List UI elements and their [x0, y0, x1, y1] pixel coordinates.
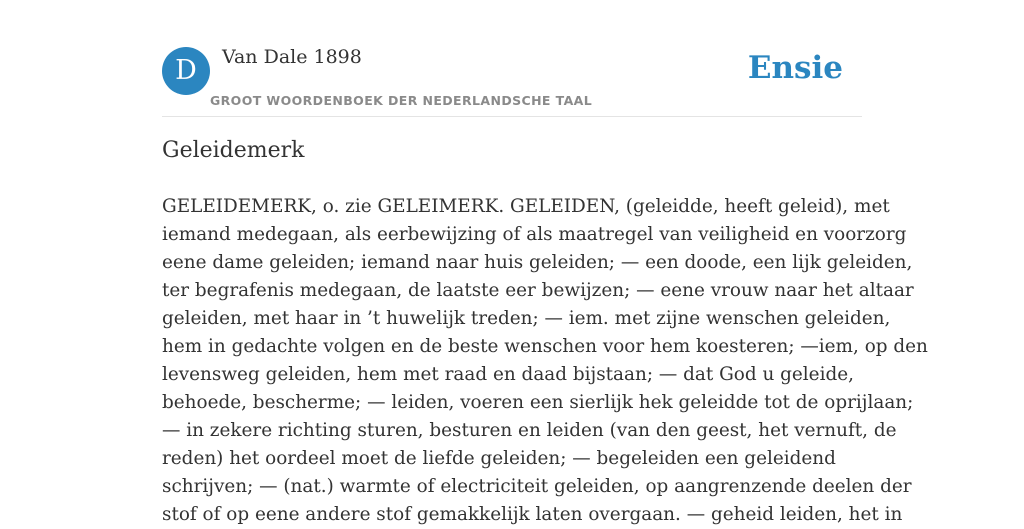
definition-line: hem in gedachte volgen en de beste wenschen voor hem koesteren; —iem, op den — [162, 336, 928, 357]
definition-line: iemand medegaan, als eerbewijzing of als maatregel van veiligheid en voorzorg — [162, 224, 907, 245]
definition-line: levensweg geleiden, hem met raad en daad bijstaan; — dat God u geleide, — [162, 364, 854, 385]
definition-line: behoede, bescherme; — leiden, voeren een sierlijk hek geleidde tot de oprijlaan; — [162, 392, 914, 413]
logo-letter: D — [175, 55, 197, 86]
dictionary-subtitle: GROOT WOORDENBOEK DER NEDERLANDSCHE TAAL — [210, 93, 593, 108]
definition-line: eene dame geleiden; iemand naar huis geleiden; — een doode, een lijk geleiden, — [162, 252, 913, 273]
definition-line: schrijven; — (nat.) warmte of electriciteit geleiden, op aangrenzende deelen der — [162, 476, 912, 497]
dictionary-title[interactable]: Van Dale 1898 — [222, 46, 362, 68]
dictionary-header — [162, 44, 862, 117]
dictionary-logo-badge[interactable] — [162, 47, 210, 95]
definition-line: GELEIDEMERK, o. zie GELEIMERK. GELEIDEN, (geleidde, heeft geleid), met — [162, 196, 890, 217]
definition-line: stof of op eene andere stof gemakkelijk laten overgaan. — geheid leiden, het in — [162, 504, 903, 525]
definition-line: reden) het oordeel moet de liefde geleiden; — begeleiden een geleidend — [162, 448, 836, 469]
definition-line: — in zekere richting sturen, besturen en leiden (van den geest, het vernuft, de — [162, 420, 897, 441]
ensie-brand-logo[interactable]: Ensie — [747, 50, 843, 86]
definition-line: geleiden, met haar in ’t huwelijk treden; — iem. met zijne wenschen geleiden, — [162, 308, 891, 329]
entry-headword: Geleidemerk — [162, 138, 305, 163]
entry-definition — [162, 193, 928, 529]
definition-line: ter begrafenis medegaan, de laatste eer bewijzen; — eene vrouw naar het altaar — [162, 280, 914, 301]
